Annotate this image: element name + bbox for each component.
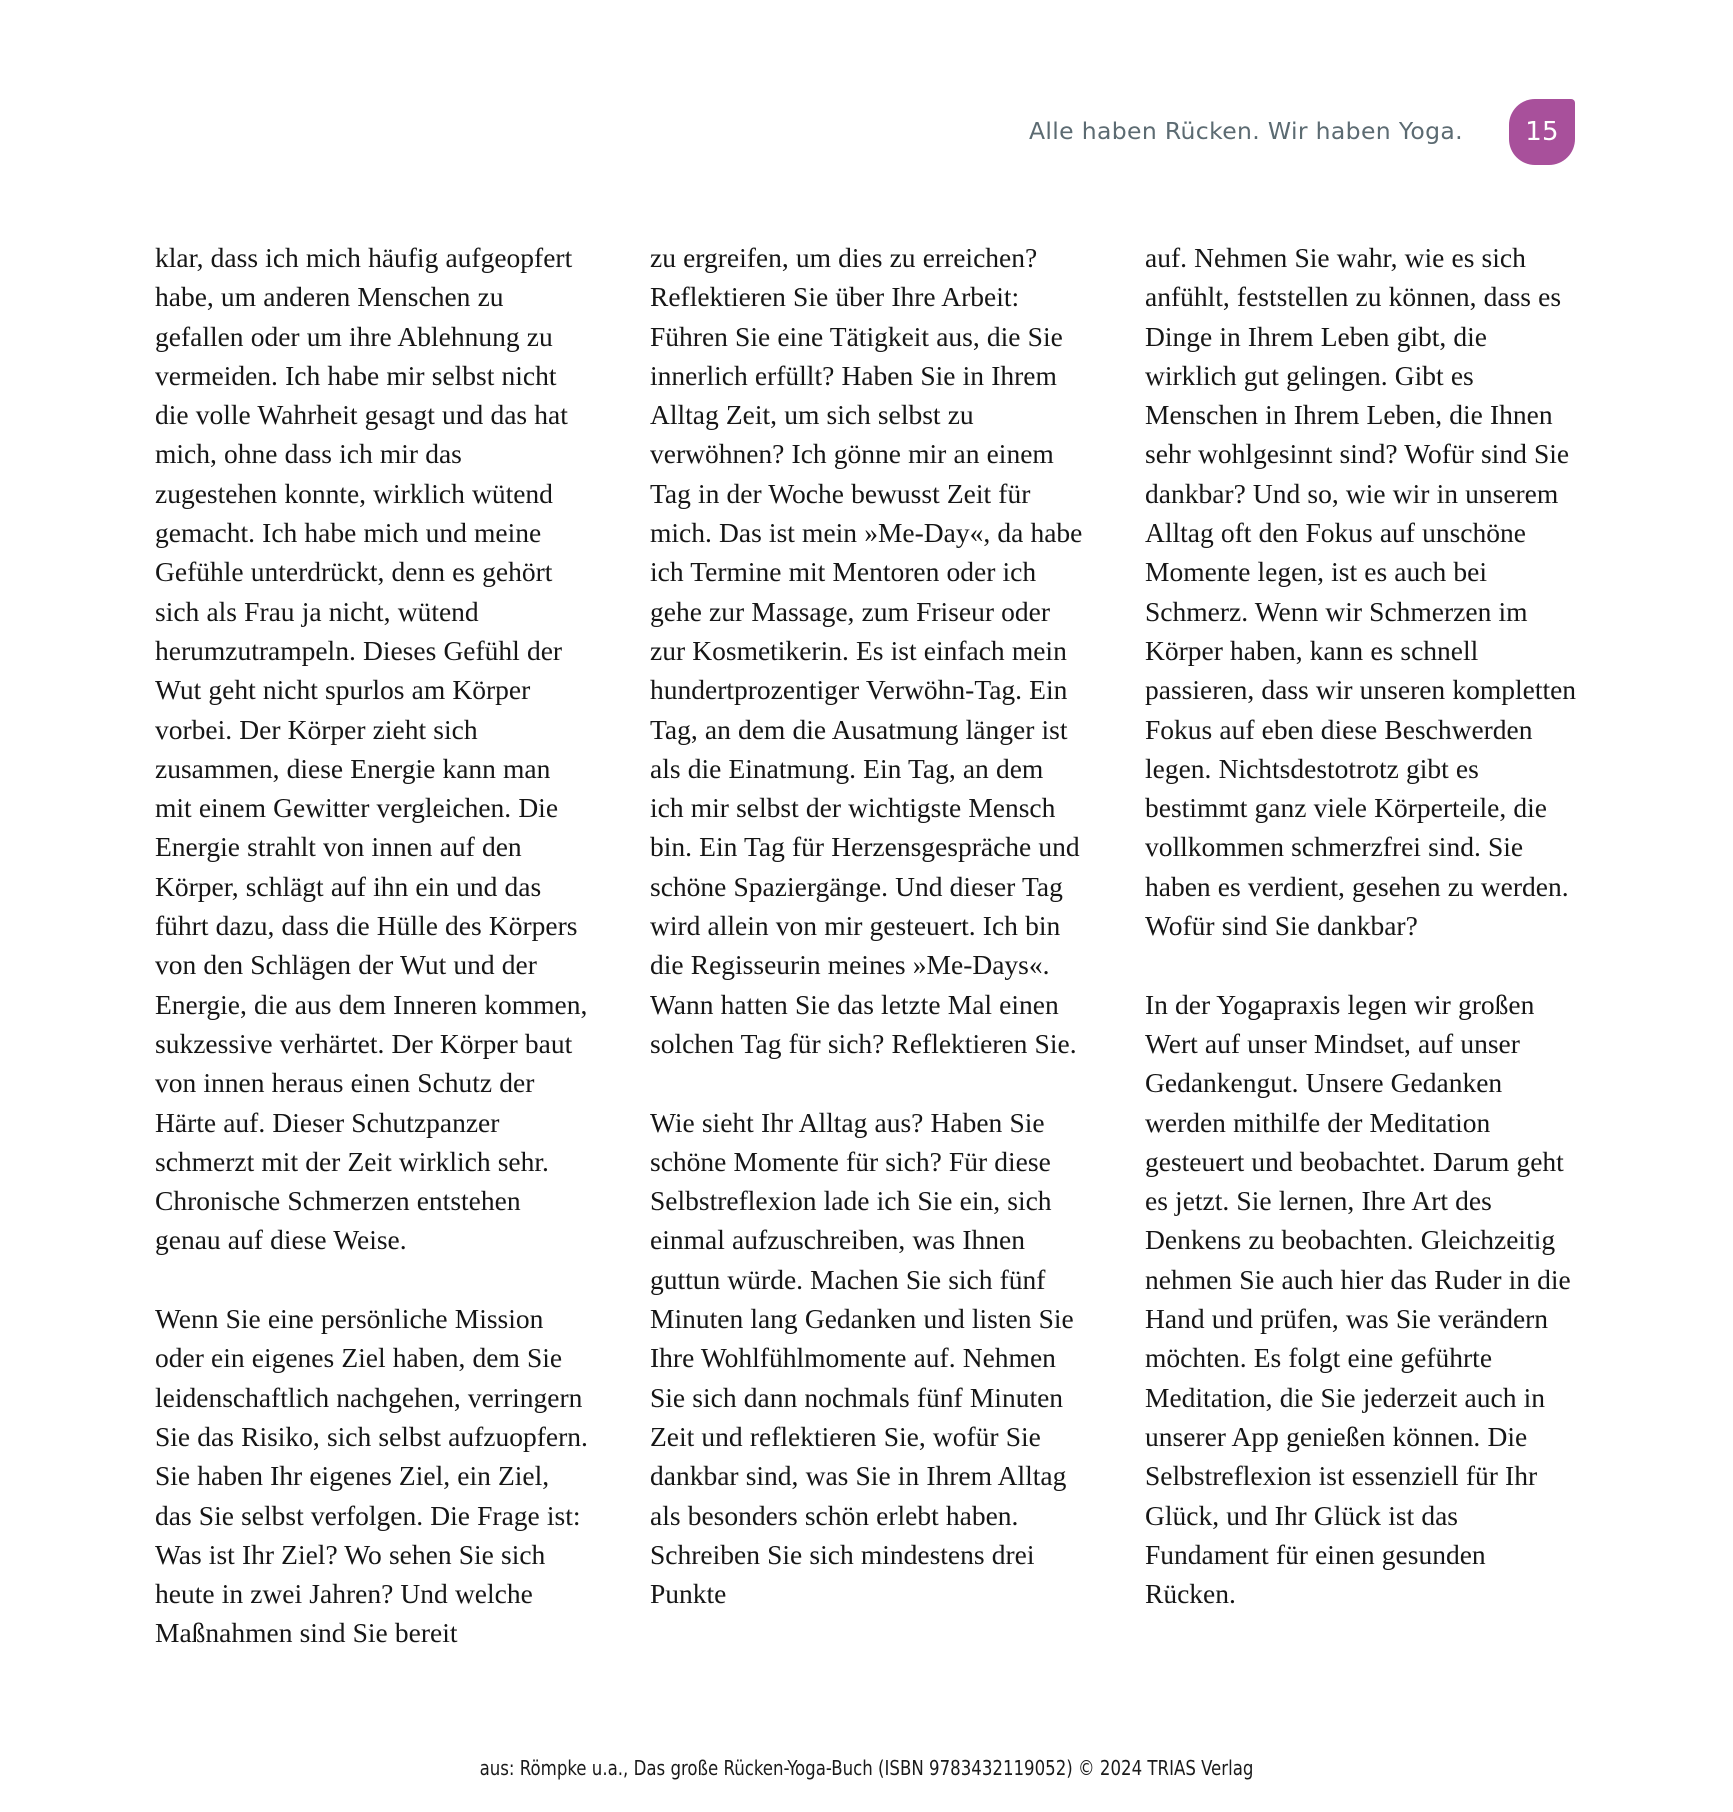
text-columns	[155, 238, 1578, 1653]
footer-credit: aus: Römpke u.a., Das große Rücken-Yoga-Buch (ISBN 9783432119052) © 2024 TRIAS Verlag	[479, 1756, 1254, 1780]
paragraph: klar, dass ich mich häufig aufgeopfert habe, um anderen Menschen zu gefallen oder um ihre Ablehnung zu vermeiden. Ich habe mir selbst nicht die volle Wahrheit gesagt und das hat mich, ohne dass ich mir das zugestehen konnte, wirklich wütend gemacht. Ich habe mich und meine Gefühle unterdrückt, denn es gehört sich als Frau ja nicht, wütend herumzutrampeln. Dieses Gefühl der Wut geht nicht spurlos am Körper vorbei. Der Körper zieht sich zusammen, diese Energie kann man mit einem Gewitter vergleichen. Die Energie strahlt von innen auf den Körper, schlägt auf ihn ein und das führt dazu, dass die Hülle des Körpers von den Schlägen der Wut und der Energie, die aus dem Inneren kommen, sukzessive verhärtet. Der Körper baut von innen heraus einen Schutz der Härte auf. Dieser Schutzpanzer schmerzt mit der Zeit wirklich sehr. Chronische Schmerzen entstehen genau auf diese Weise.	[155, 242, 588, 1256]
paragraph: zu ergreifen, um dies zu erreichen? Reflektieren Sie über Ihre Arbeit: Führen Sie eine Tätigkeit aus, die Sie innerlich erfüllt? Haben Sie in Ihrem Alltag Zeit, um sich selbst zu verwöhnen? Ich gönne mir an einem Tag in der Woche bewusst Zeit für mich. Das ist mein »Me-Day«, da habe ich Termine mit Mentoren oder ich gehe zur Massage, zum Friseur oder zur Kosmetikerin. Es ist einfach mein hundertprozentiger Verwöhn-Tag. Ein Tag, an dem die Ausatmung länger ist als die Einatmung. Ein Tag, an dem ich mir selbst der wichtigste Mensch bin. Ein Tag für Herzensgespräche und schöne Spaziergänge. Und dieser Tag wird allein von mir gesteuert. Ich bin die Regisseurin meines »Me-Days«. Wann hatten Sie das letzte Mal einen solchen Tag für sich? Reflektieren Sie.	[650, 242, 1083, 1059]
running-head-title: Alle haben Rücken. Wir haben Yoga.	[1028, 117, 1463, 146]
running-head	[1029, 96, 1575, 168]
paragraph: Wie sieht Ihr Alltag aus? Haben Sie schöne Momente für sich? Für diese Selbstreflexion lade ich Sie ein, sich einmal aufzuschreiben, was Ihnen guttun würde. Machen Sie sich fünf Minuten lang Gedanken und listen Sie Ihre Wohlfühlmomente auf. Nehmen Sie sich dann nochmals fünf Minuten Zeit und reflektieren Sie, wofür Sie dankbar sind, was Sie in Ihrem Alltag als besonders schön erlebt haben. Schreiben Sie sich mindestens drei Punkte	[650, 1106, 1074, 1610]
page-number-badge	[1509, 99, 1575, 165]
text-column-1	[155, 238, 588, 1653]
page-number: 15	[1525, 117, 1559, 147]
text-column-2	[650, 238, 1083, 1653]
text-column-3	[1145, 238, 1578, 1653]
paragraph: Wenn Sie eine persönliche Mission oder ein eigenes Ziel haben, dem Sie leidenschaftlich nachgehen, verringern Sie das Risiko, sich selbst aufzuopfern. Sie haben Ihr eigenes Ziel, ein Ziel, das Sie selbst verfolgen. Die Frage ist: Was ist Ihr Ziel? Wo sehen Sie sich heute in zwei Jahren? Und welche Maßnahmen sind Sie bereit	[155, 1303, 588, 1649]
paragraph: In der Yogapraxis legen wir großen Wert auf unser Mindset, auf unser Gedankengut. Unsere Gedanken werden mithilfe der Meditation gesteuert und beobachtet. Darum geht es jetzt. Sie lernen, Ihre Art des Denkens zu beobachten. Gleichzeitig nehmen Sie auch hier das Ruder in die Hand und prüfen, was Sie verändern möchten. Es folgt eine geführte Meditation, die Sie jederzeit auch in unserer App genießen können. Die Selbstreflexion ist essenziell für Ihr Glück, und Ihr Glück ist das Fundament für einen gesunden Rücken.	[1145, 988, 1571, 1610]
paragraph: auf. Nehmen Sie wahr, wie es sich anfühlt, feststellen zu können, dass es Dinge in Ihrem Leben gibt, die wirklich gut gelingen. Gibt es Menschen in Ihrem Leben, die Ihnen sehr wohlgesinnt sind? Wofür sind Sie dankbar? Und so, wie wir in unserem Alltag oft den Fokus auf unschöne Momente legen, ist es auch bei Schmerz. Wenn wir Schmerzen im Körper haben, kann es schnell passieren, dass wir unseren kompletten Fokus auf eben diese Beschwerden legen. Nichtsdestotrotz gibt es bestimmt ganz viele Körperteile, die vollkommen schmerzfrei sind. Sie haben es verdient, gesehen zu werden. Wofür sind Sie dankbar?	[1145, 242, 1577, 942]
